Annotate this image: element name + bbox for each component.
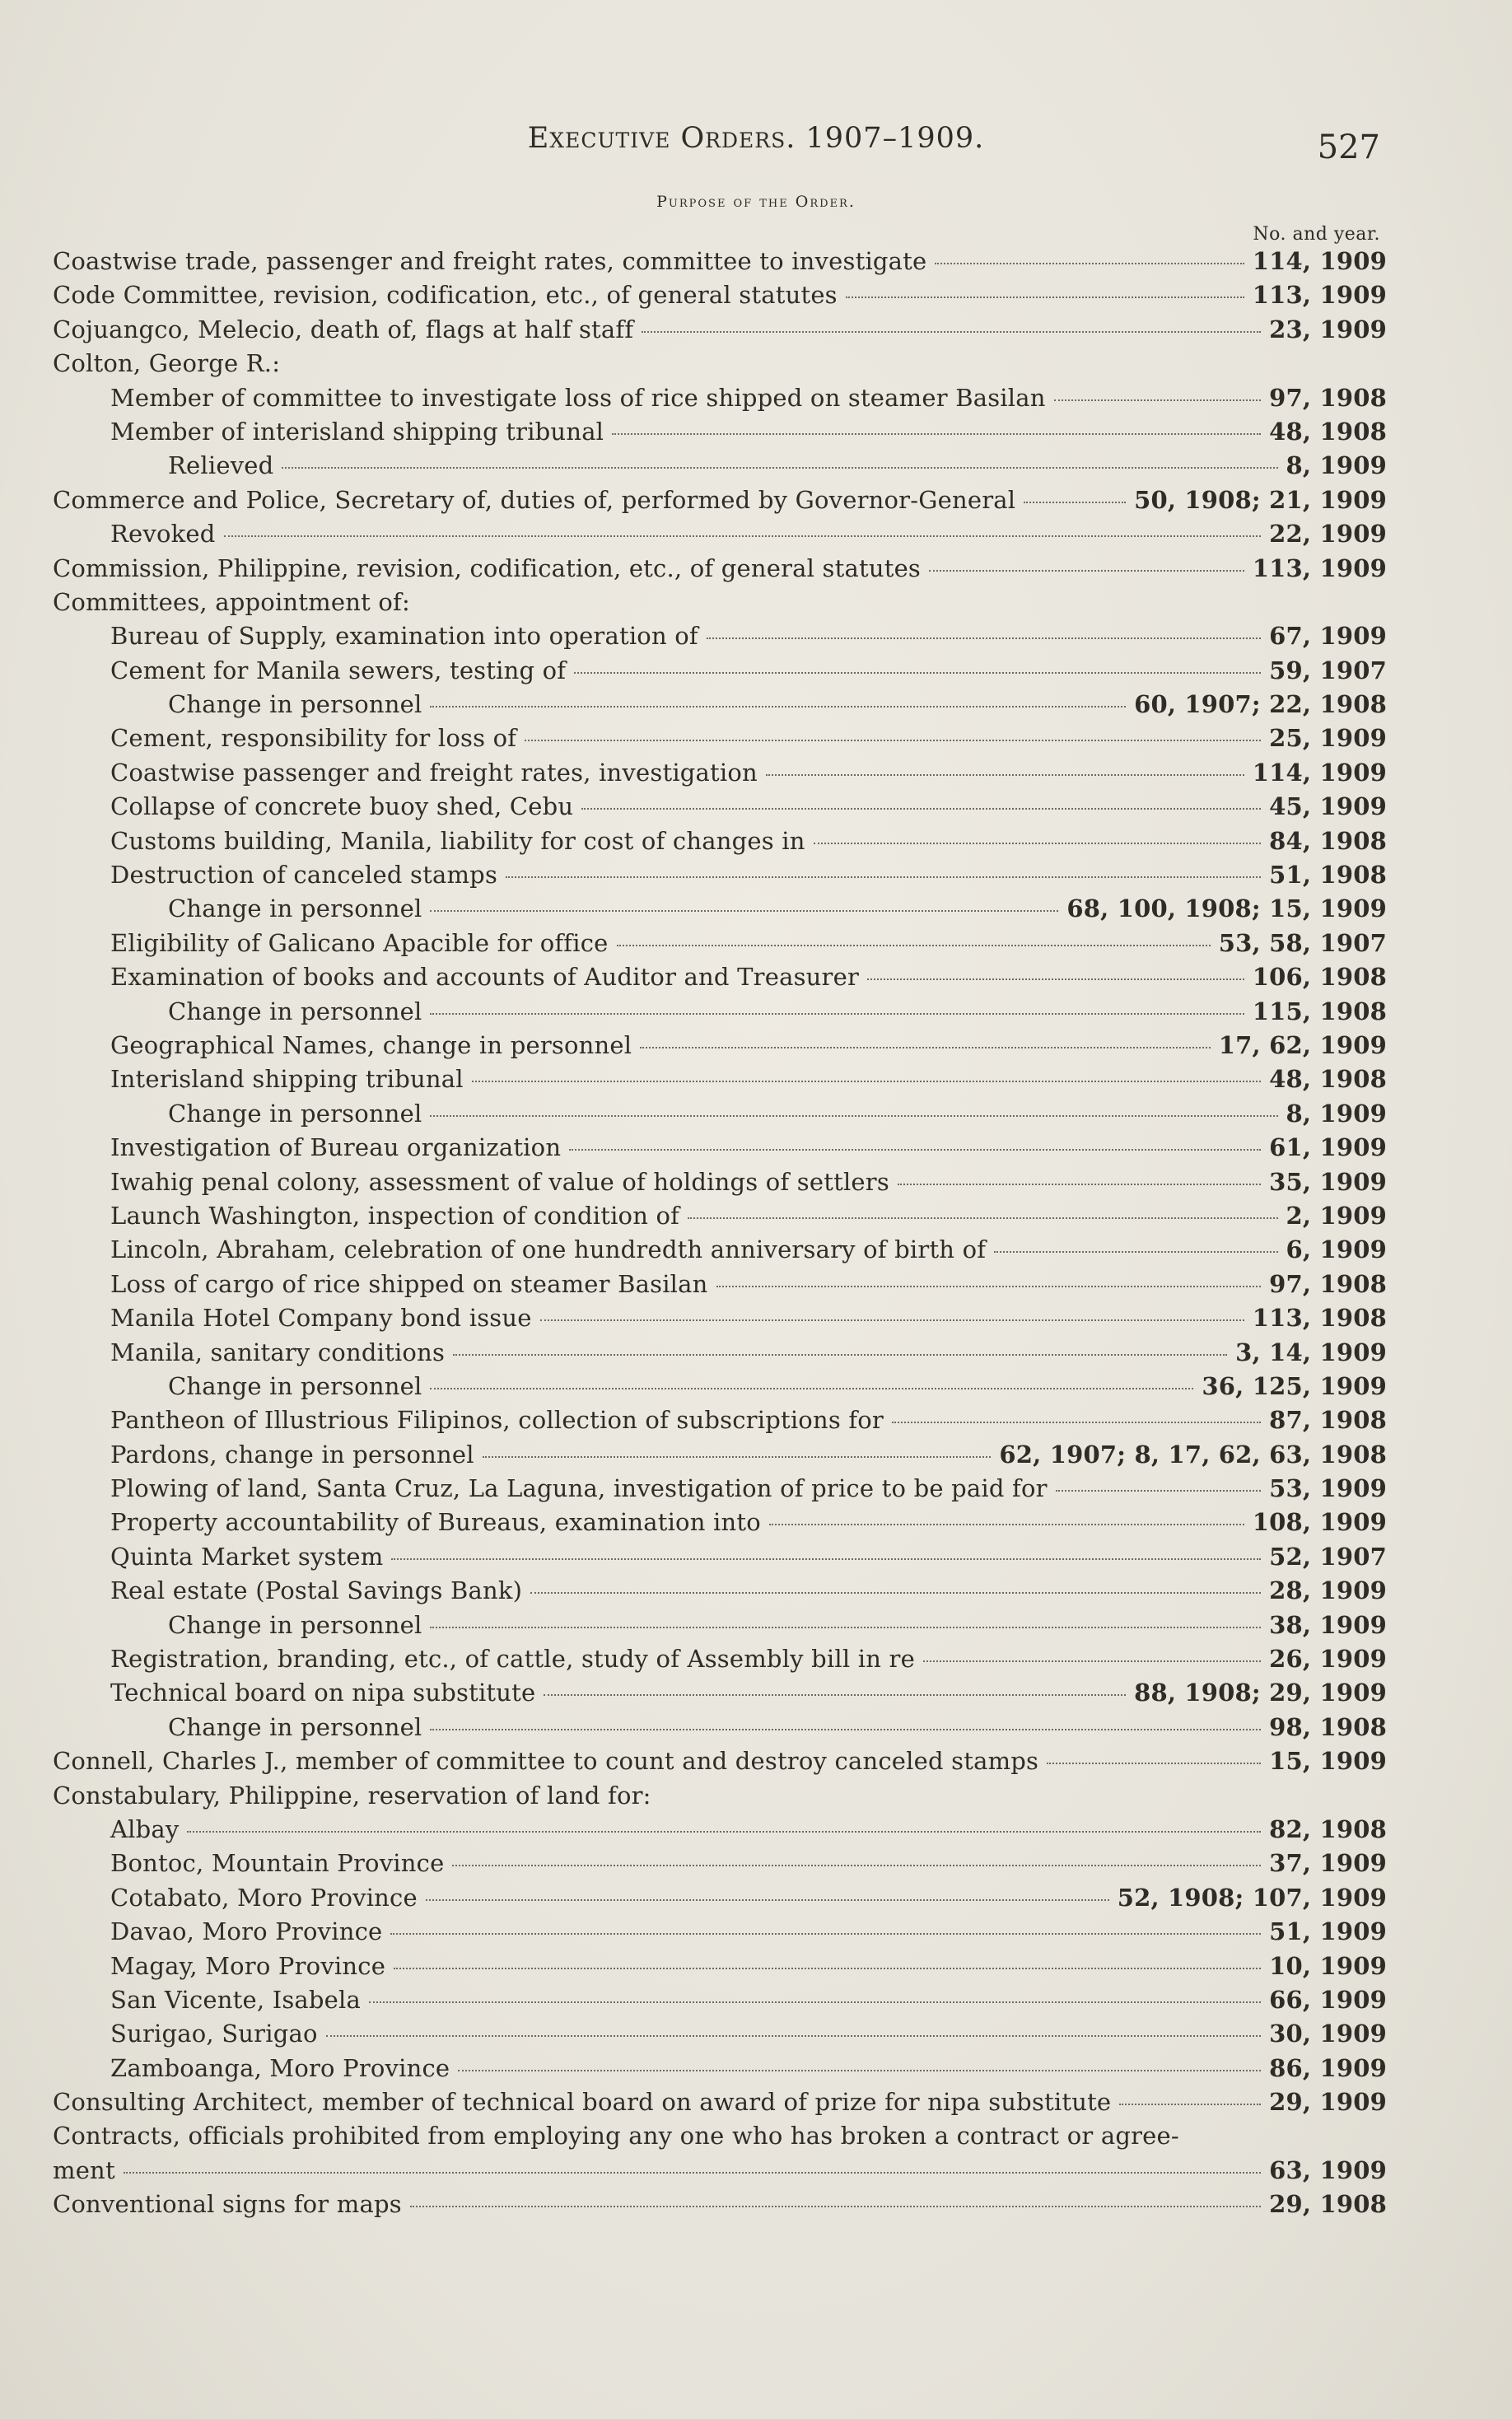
dot-leader	[326, 2035, 1261, 2037]
dot-leader	[923, 1660, 1261, 1662]
entry-text: Code Committee, revision, codification, etc., of general statutes	[53, 281, 838, 310]
index-entry	[53, 1952, 1387, 1986]
entry-text: Bontoc, Mountain Province	[110, 1849, 445, 1878]
entry-text: Geographical Names, change in personnel	[110, 1030, 632, 1059]
entry-reference: 48, 1908	[1269, 417, 1387, 446]
index-entry	[53, 894, 1387, 928]
dot-leader	[430, 706, 1126, 707]
entry-reference: 68, 100, 1908; 15, 1909	[1066, 894, 1387, 923]
dot-leader	[187, 1831, 1261, 1833]
index-entry	[53, 281, 1387, 315]
entry-reference: 29, 1909	[1269, 2088, 1387, 2117]
index-entry	[53, 997, 1387, 1031]
entry-reference: 114, 1909	[1252, 247, 1387, 275]
entry-reference: 114, 1909	[1252, 758, 1387, 787]
entry-text: Change in personnel	[168, 997, 422, 1025]
entry-text: Change in personnel	[168, 894, 422, 923]
index-entry	[53, 827, 1387, 861]
entry-text: Colton, George R.:	[53, 349, 281, 378]
entry-text: Investigation of Bureau organization	[110, 1133, 562, 1162]
entry-reference: 8, 1909	[1286, 1099, 1387, 1128]
entry-text: Technical board on nipa substitute	[110, 1679, 536, 1707]
index-entry	[53, 2156, 1387, 2190]
entry-text: Real estate (Postal Savings Bank)	[110, 1576, 523, 1605]
entry-reference: 113, 1909	[1252, 553, 1387, 582]
entry-text: Iwahig penal colony, assessment of value of holdings of settlers	[110, 1167, 889, 1196]
entry-text: Registration, branding, etc., of cattle, study of Assembly bill in re	[110, 1645, 915, 1674]
dot-leader	[430, 910, 1058, 912]
entry-reference: 28, 1909	[1269, 1576, 1387, 1605]
entry-text: Change in personnel	[168, 690, 422, 719]
entry-reference: 63, 1909	[1269, 2155, 1387, 2184]
index-entry	[53, 1713, 1387, 1747]
entry-text: Connell, Charles J., member of committee to count and destroy canceled stamps	[53, 1747, 1039, 1776]
dot-leader	[390, 1933, 1261, 1935]
entry-text: Albay	[110, 1814, 180, 1843]
entry-text: Commerce and Police, Secretary of, duties of, performed by Governor-General	[53, 485, 1016, 514]
entry-text: Cojuangco, Melecio, death of, flags at half staff	[53, 315, 634, 343]
entry-reference: 51, 1908	[1269, 861, 1387, 890]
dot-leader	[898, 1184, 1261, 1185]
entry-reference: 52, 1908; 107, 1909	[1117, 1883, 1387, 1912]
index-entry	[53, 1065, 1387, 1099]
index-entry	[53, 1441, 1387, 1474]
dot-leader	[430, 1013, 1244, 1015]
index-entry	[53, 1645, 1387, 1679]
entry-reference: 2, 1909	[1286, 1201, 1387, 1230]
index-entry	[53, 418, 1387, 451]
entry-reference: 62, 1907; 8, 17, 62, 63, 1908	[999, 1440, 1387, 1469]
index-entry	[53, 759, 1387, 792]
index-entry	[53, 963, 1387, 997]
dot-leader	[574, 672, 1261, 674]
entry-reference: 35, 1909	[1269, 1167, 1387, 1196]
index-entry	[53, 1406, 1387, 1440]
entry-reference: 97, 1908	[1269, 383, 1387, 412]
index-entry	[53, 1679, 1387, 1712]
entry-text: Change in personnel	[168, 1371, 422, 1400]
entry-reference: 115, 1908	[1252, 997, 1387, 1025]
dot-leader	[525, 740, 1261, 741]
index-entry	[53, 486, 1387, 520]
dot-leader	[410, 2206, 1261, 2207]
dot-leader	[581, 808, 1261, 810]
entry-reference: 10, 1909	[1269, 1951, 1387, 1980]
index-entries	[53, 247, 1387, 2225]
index-entry	[53, 929, 1387, 963]
index-entry	[53, 1338, 1387, 1372]
entry-reference: 6, 1909	[1286, 1235, 1387, 1264]
entry-text: Magay, Moro Province	[110, 1951, 386, 1980]
index-entry	[53, 2020, 1387, 2053]
entry-reference: 59, 1907	[1269, 656, 1387, 684]
entry-reference: 84, 1908	[1269, 826, 1387, 855]
dot-leader	[430, 1115, 1277, 1117]
index-entry	[53, 520, 1387, 553]
index-entry	[53, 1235, 1387, 1269]
index-entry	[53, 1133, 1387, 1167]
entry-reference: 22, 1909	[1269, 520, 1387, 549]
index-entry	[53, 384, 1387, 418]
entry-reference: 48, 1908	[1269, 1065, 1387, 1094]
index-entry	[53, 315, 1387, 349]
dot-leader	[369, 2001, 1261, 2003]
dot-leader	[1056, 1490, 1261, 1492]
dot-leader	[1024, 502, 1126, 503]
dot-leader	[929, 570, 1244, 572]
entry-reference: 36, 125, 1909	[1202, 1371, 1387, 1400]
running-head	[0, 122, 1512, 171]
entry-text: Member of interisland shipping tribunal	[110, 417, 604, 446]
index-entry	[53, 1611, 1387, 1645]
dot-leader	[430, 1729, 1261, 1730]
entry-text: Change in personnel	[168, 1712, 422, 1741]
dot-leader	[688, 1217, 1277, 1219]
entry-text: Change in personnel	[168, 1610, 422, 1639]
dot-leader	[282, 467, 1277, 469]
dot-leader	[612, 433, 1261, 435]
entry-text: Change in personnel	[168, 1099, 422, 1128]
entry-text: Interisland shipping tribunal	[110, 1065, 464, 1094]
entry-text: San Vicente, Isabela	[110, 1985, 362, 2014]
entry-reference: 67, 1909	[1269, 622, 1387, 651]
entry-text: Consulting Architect, member of technical board on award of prize for nipa substitute	[53, 2088, 1112, 2117]
entry-reference: 87, 1908	[1269, 1406, 1387, 1435]
entry-text: ment	[53, 2155, 115, 2184]
entry-reference: 30, 1909	[1269, 2020, 1387, 2048]
index-entry	[53, 690, 1387, 724]
entry-text: Contracts, officials prohibited from employing any one who has broken a contract or agree-	[53, 2122, 1179, 2150]
entry-reference: 97, 1908	[1269, 1269, 1387, 1298]
dot-leader	[506, 876, 1261, 878]
index-entry	[53, 1031, 1387, 1065]
index-entry	[53, 1917, 1387, 1951]
index-entry	[53, 554, 1387, 588]
entry-reference: 106, 1908	[1252, 963, 1387, 992]
index-entry	[53, 1747, 1387, 1781]
entry-reference: 45, 1909	[1269, 792, 1387, 821]
section-subheading: Purpose of the Order.	[656, 193, 856, 211]
index-entry	[53, 622, 1387, 656]
entry-text: Commission, Philippine, revision, codification, etc., of general statutes	[53, 553, 922, 582]
entry-reference: 25, 1909	[1269, 724, 1387, 753]
entry-text: Lincoln, Abraham, celebration of one hundredth anniversary of birth of	[110, 1235, 987, 1264]
entry-text: Coastwise passenger and freight rates, investigation	[110, 758, 758, 787]
index-entry	[53, 1815, 1387, 1849]
entry-reference: 86, 1909	[1269, 2053, 1387, 2082]
entry-reference: 53, 1909	[1269, 1474, 1387, 1503]
dot-leader	[1047, 1763, 1261, 1764]
entry-reference: 3, 14, 1909	[1235, 1338, 1387, 1366]
index-entry	[53, 2054, 1387, 2088]
dot-leader	[453, 1354, 1227, 1356]
dot-leader	[640, 1047, 1211, 1048]
entry-text: Davao, Moro Province	[110, 1917, 383, 1946]
dot-leader	[430, 1388, 1193, 1389]
entry-reference: 37, 1909	[1269, 1849, 1387, 1878]
entry-reference: 17, 62, 1909	[1218, 1030, 1387, 1059]
entry-reference: 52, 1907	[1269, 1542, 1387, 1571]
dot-leader	[935, 263, 1244, 264]
index-entry	[53, 451, 1387, 485]
dot-leader	[472, 1081, 1261, 1082]
index-entry	[53, 2088, 1387, 2122]
index-entry	[53, 656, 1387, 690]
entry-text: Constabulary, Philippine, reservation of land for:	[53, 1781, 651, 1810]
entry-reference: 60, 1907; 22, 1908	[1134, 690, 1387, 719]
dot-leader	[769, 1524, 1244, 1525]
entry-text: Revoked	[110, 520, 216, 549]
entry-reference: 113, 1908	[1252, 1304, 1387, 1333]
entry-text: Destruction of canceled stamps	[110, 861, 498, 890]
entry-text: Collapse of concrete buoy shed, Cebu	[110, 792, 574, 821]
dot-leader	[483, 1456, 992, 1458]
dot-leader	[569, 1149, 1261, 1151]
dot-leader	[642, 331, 1261, 333]
page-title: Executive Orders. 1907–1909.	[527, 122, 985, 155]
entry-text: Cement, responsibility for loss of	[110, 724, 517, 753]
page-number: 527	[1317, 128, 1380, 166]
index-entry	[53, 792, 1387, 826]
entry-text: Surigao, Surigao	[110, 2020, 318, 2048]
entry-text: Pardons, change in personnel	[110, 1440, 474, 1469]
entry-text: Conventional signs for maps	[53, 2190, 402, 2219]
dot-leader	[1054, 399, 1262, 401]
dot-leader	[814, 843, 1262, 844]
entry-reference: 29, 1908	[1269, 2190, 1387, 2219]
index-entry	[53, 1849, 1387, 1883]
dot-leader	[766, 774, 1244, 776]
index-entry	[53, 1100, 1387, 1133]
index-entry	[53, 1576, 1387, 1610]
dot-leader	[846, 297, 1244, 298]
entry-reference: 26, 1909	[1269, 1645, 1387, 1674]
entry-reference: 113, 1909	[1252, 281, 1387, 310]
entry-reference: 50, 1908; 21, 1909	[1134, 485, 1387, 514]
index-entry	[53, 247, 1387, 281]
dot-leader	[716, 1286, 1262, 1287]
index-entry	[53, 1168, 1387, 1202]
dot-leader	[707, 637, 1261, 639]
column-heading: No. and year.	[1253, 224, 1380, 245]
entry-reference: 23, 1909	[1269, 315, 1387, 343]
index-entry	[53, 1508, 1387, 1542]
index-entry	[53, 861, 1387, 894]
index-entry	[53, 1986, 1387, 2020]
entry-reference: 61, 1909	[1269, 1133, 1387, 1162]
index-entry	[53, 1884, 1387, 1917]
entry-reference: 82, 1908	[1269, 1814, 1387, 1843]
entry-text: Cement for Manila sewers, testing of	[110, 656, 567, 684]
dot-leader	[994, 1251, 1277, 1253]
index-entry	[53, 1782, 1387, 1815]
entry-text: Zamboanga, Moro Province	[110, 2053, 450, 2082]
dot-leader	[530, 1592, 1261, 1594]
dot-leader	[540, 1319, 1244, 1321]
entry-reference: 88, 1908; 29, 1909	[1134, 1679, 1387, 1707]
dot-leader	[224, 535, 1262, 537]
index-entry	[53, 1543, 1387, 1576]
entry-text: Committees, appointment of:	[53, 587, 410, 616]
dot-leader	[426, 1899, 1109, 1901]
entry-text: Eligibility of Galicano Apacible for office	[110, 928, 609, 957]
index-entry	[53, 1270, 1387, 1304]
entry-reference: 66, 1909	[1269, 1985, 1387, 2014]
index-entry	[53, 1474, 1387, 1508]
entry-text: Property accountability of Bureaus, examination into	[110, 1508, 761, 1537]
entry-text: Loss of cargo of rice shipped on steamer Basilan	[110, 1269, 708, 1298]
entry-text: Plowing of land, Santa Cruz, La Laguna, investigation of price to be paid for	[110, 1474, 1048, 1503]
entry-text: Launch Washington, inspection of condition of	[110, 1201, 680, 1230]
entry-text: Relieved	[168, 451, 274, 480]
dot-leader	[892, 1422, 1261, 1423]
entry-text: Member of committee to investigate loss of rice shipped on steamer Basilan	[110, 383, 1046, 412]
dot-leader	[394, 1968, 1261, 1969]
entry-text: Manila Hotel Company bond issue	[110, 1304, 532, 1333]
dot-leader	[458, 2070, 1261, 2071]
dot-leader	[430, 1627, 1261, 1628]
dot-leader	[617, 945, 1211, 946]
dot-leader	[452, 1865, 1261, 1866]
dot-leader	[867, 978, 1244, 980]
entry-reference: 108, 1909	[1252, 1508, 1387, 1537]
dot-leader	[124, 2172, 1261, 2174]
index-entry	[53, 1202, 1387, 1235]
entry-reference: 51, 1909	[1269, 1917, 1387, 1946]
index-entry	[53, 2190, 1387, 2224]
entry-reference: 53, 58, 1907	[1218, 928, 1387, 957]
entry-text: Quinta Market system	[110, 1542, 384, 1571]
index-entry	[53, 2122, 1387, 2155]
entry-text: Bureau of Supply, examination into operation of	[110, 622, 698, 651]
entry-text: Examination of books and accounts of Auditor and Treasurer	[110, 963, 860, 992]
index-entry	[53, 349, 1387, 383]
entry-text: Cotabato, Moro Province	[110, 1883, 418, 1912]
index-entry	[53, 1372, 1387, 1406]
entry-text: Manila, sanitary conditions	[110, 1338, 446, 1366]
index-entry	[53, 588, 1387, 622]
entry-text: Pantheon of Illustrious Filipinos, collection of subscriptions for	[110, 1406, 884, 1435]
entry-text: Coastwise trade, passenger and freight rates, committee to investigate	[53, 247, 927, 275]
entry-reference: 8, 1909	[1286, 451, 1387, 480]
entry-reference: 15, 1909	[1269, 1747, 1387, 1776]
entry-reference: 38, 1909	[1269, 1610, 1387, 1639]
entry-reference: 98, 1908	[1269, 1712, 1387, 1741]
index-entry	[53, 724, 1387, 758]
entry-text: Customs building, Manila, liability for cost of changes in	[110, 826, 805, 855]
index-entry	[53, 1304, 1387, 1338]
dot-leader	[544, 1694, 1126, 1696]
dot-leader	[391, 1558, 1261, 1560]
dot-leader	[1119, 2104, 1261, 2105]
